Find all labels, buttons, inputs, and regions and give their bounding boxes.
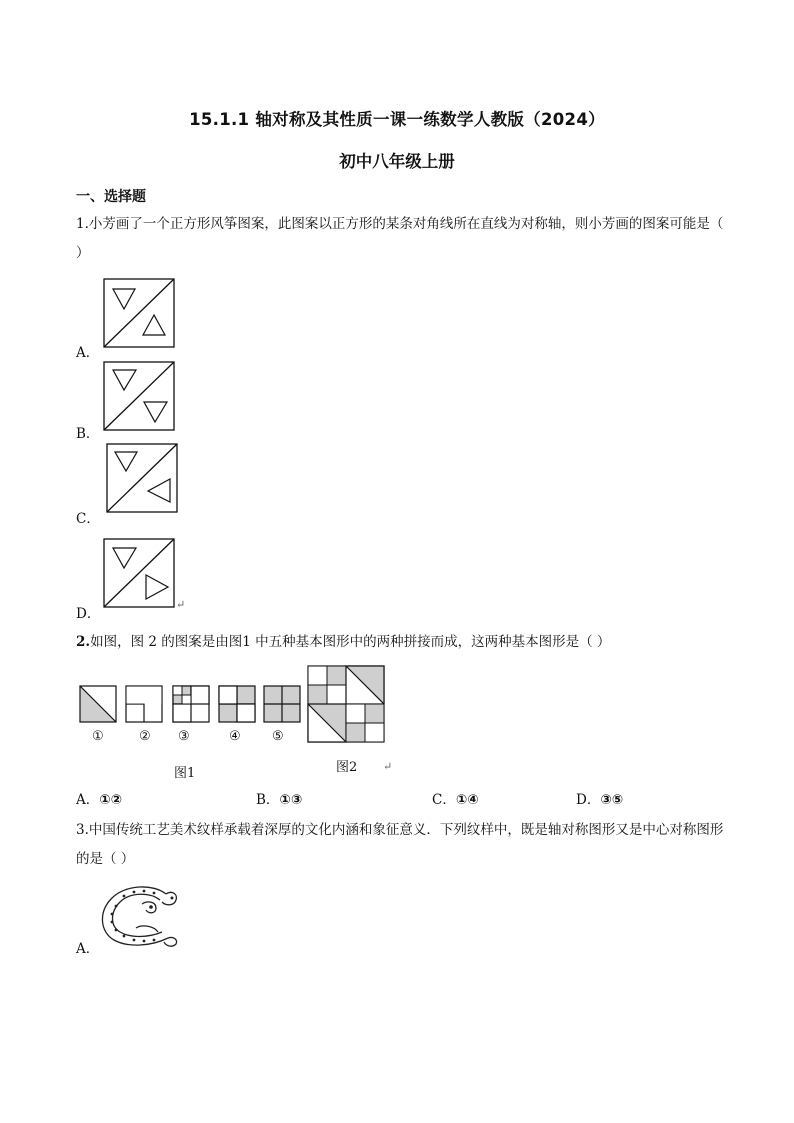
q1-option-b-label: B． [76,426,100,442]
question-1-text: 1.小芳画了一个正方形风筝图案，此图案以正方形的某条对角线所在直线为对称轴，则小芳画的图案可能是（ ） [76,216,724,261]
q1-option-d-figure [103,538,175,608]
q2-option-d [576,788,623,808]
shape-label-2: ② [139,729,151,744]
q2-option-a-letter: A． [76,792,100,808]
shape-label-1: ① [92,729,104,744]
question-2-text [76,628,724,657]
q2-option-d-letter: D． [576,792,601,808]
return-mark-2: ↵ [383,760,393,773]
page-title: 15.1.1 轴对称及其性质一课一练数学人教版（2024） [189,110,605,129]
shape-1 [80,686,116,722]
q2-option-d-value: ③⑤ [600,792,624,808]
q2-option-c-value: ①④ [455,792,479,808]
q2-option-c-letter: C． [432,792,456,808]
q2-answer-options [76,788,736,810]
q1-option-c-label: C． [76,511,100,527]
shape-5 [264,686,300,722]
q1-option-a-label: A． [76,345,100,361]
q1-option-a-figure [103,278,175,348]
question-2-number: 2. [76,634,91,650]
section-heading: 一、选择题 [76,189,146,205]
q2-option-a-value: ①② [99,792,123,808]
shape-label-3: ③ [178,729,190,744]
q2-option-c [432,788,479,808]
q1-option-b-figure [103,361,175,431]
question-2-body: 如图，图 2 的图案是由图1 中五种基本图形中的两种拼接而成，这两种基本图形是（ ） [90,634,611,650]
figure-2-composite [307,665,385,743]
shape-label-4: ④ [229,729,241,744]
q2-option-a [76,788,122,808]
shape-4 [219,686,255,722]
q2-option-b [256,788,302,808]
figure-1-caption: 图1 [174,766,196,781]
page-subtitle: 初中八年级上册 [339,152,455,171]
figure-1-basic-shapes [78,684,306,724]
q2-option-b-value: ①③ [279,792,303,808]
q2-option-b-letter: B． [256,792,280,808]
shape-label-5: ⑤ [272,729,284,744]
shape-2 [126,686,162,722]
return-mark: ↵ [176,598,186,611]
figure-2-caption: 图2 [336,760,358,775]
q1-option-d-label: D． [76,606,101,622]
q1-option-c-figure [106,443,178,513]
shape-3 [173,686,209,722]
q3-option-a-pattern [96,880,182,952]
q3-option-a-label: A． [76,941,100,957]
question-3-text: 3.中国传统工艺美术纹样承载着深厚的文化内涵和象征意义．下列纹样中，既是轴对称图形又是中心对称图形的是（ ） [76,822,724,867]
